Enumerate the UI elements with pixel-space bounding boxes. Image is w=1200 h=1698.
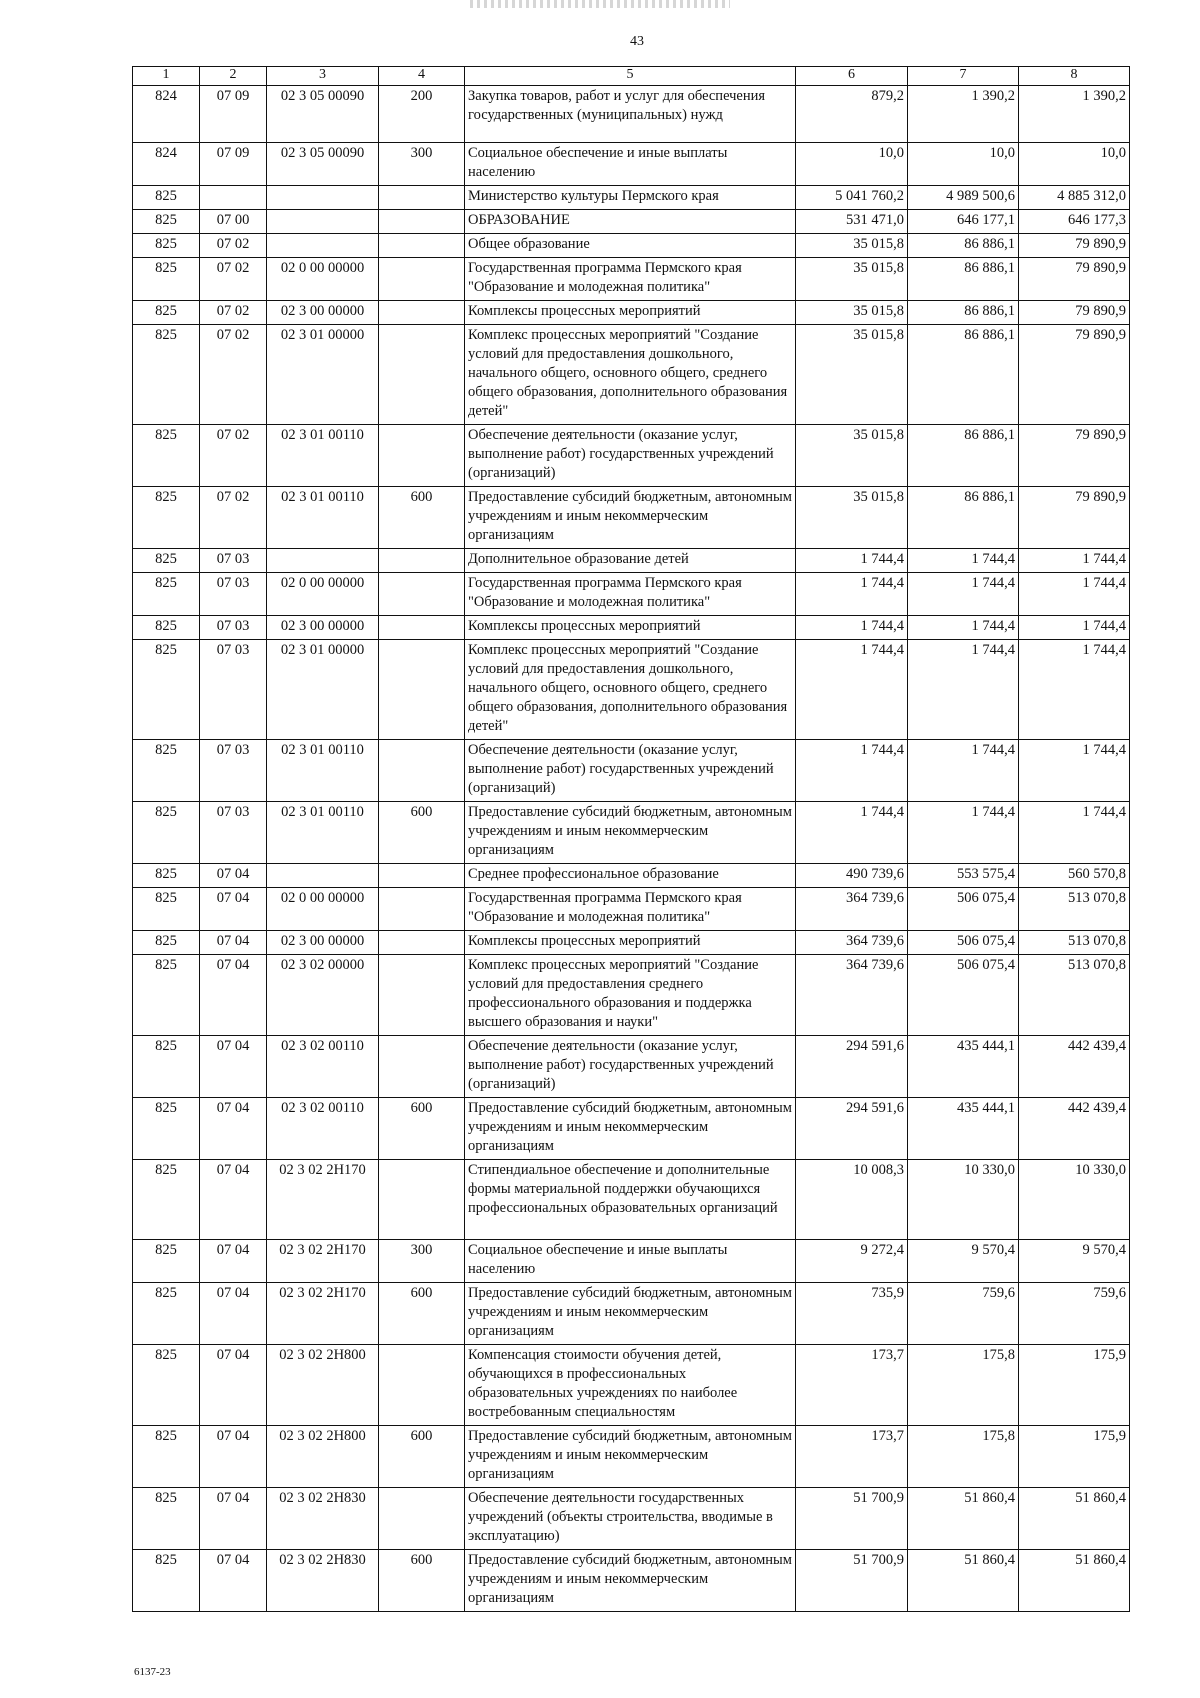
ministry-code-cell: 825 [133, 1426, 200, 1488]
ministry-code-cell: 825 [133, 425, 200, 487]
table-body [133, 86, 1130, 1612]
ministry-code-cell: 825 [133, 258, 200, 301]
section-code-cell: 07 04 [200, 1283, 267, 1345]
expense-type-cell [379, 1036, 465, 1098]
target-article-cell [267, 864, 379, 888]
amount-year3-cell: 1 744,4 [1019, 549, 1130, 573]
amount-year1-cell: 735,9 [796, 1283, 908, 1345]
ministry-code-cell: 825 [133, 186, 200, 210]
expense-type-cell [379, 573, 465, 616]
table-row [133, 1283, 1130, 1345]
amount-year3-cell: 759,6 [1019, 1283, 1130, 1345]
amount-year3-cell: 79 890,9 [1019, 258, 1130, 301]
amount-year2-cell: 435 444,1 [908, 1098, 1019, 1160]
section-code-cell: 07 02 [200, 301, 267, 325]
target-article-cell: 02 3 01 00110 [267, 740, 379, 802]
amount-year2-cell: 51 860,4 [908, 1488, 1019, 1550]
section-code-cell: 07 04 [200, 1488, 267, 1550]
item-name-cell: Министерство культуры Пермского края [465, 186, 796, 210]
section-code-cell: 07 03 [200, 549, 267, 573]
target-article-cell: 02 3 01 00110 [267, 425, 379, 487]
item-name-cell: Общее образование [465, 234, 796, 258]
section-code-cell: 07 04 [200, 931, 267, 955]
amount-year3-cell: 10,0 [1019, 143, 1130, 186]
item-name-cell: Предоставление субсидий бюджетным, автономным учреждениям и иным некоммерческим организациям [465, 1283, 796, 1345]
amount-year3-cell: 79 890,9 [1019, 301, 1130, 325]
expense-type-cell [379, 1160, 465, 1240]
amount-year1-cell: 35 015,8 [796, 487, 908, 549]
target-article-cell [267, 210, 379, 234]
amount-year3-cell: 79 890,9 [1019, 425, 1130, 487]
amount-year3-cell: 646 177,3 [1019, 210, 1130, 234]
table-row [133, 740, 1130, 802]
item-name-cell: Среднее профессиональное образование [465, 864, 796, 888]
expense-type-cell: 300 [379, 143, 465, 186]
ministry-code-cell: 825 [133, 210, 200, 234]
ministry-code-cell: 825 [133, 234, 200, 258]
amount-year1-cell: 35 015,8 [796, 425, 908, 487]
section-code-cell: 07 04 [200, 1345, 267, 1426]
amount-year3-cell: 1 744,4 [1019, 573, 1130, 616]
amount-year1-cell: 5 041 760,2 [796, 186, 908, 210]
amount-year2-cell: 86 886,1 [908, 425, 1019, 487]
target-article-cell: 02 3 02 00110 [267, 1036, 379, 1098]
amount-year3-cell: 79 890,9 [1019, 325, 1130, 425]
amount-year3-cell: 175,9 [1019, 1426, 1130, 1488]
item-name-cell: Комплекс процессных мероприятий "Создание условий для предоставления дошкольного, начального общего, основного общего, среднего общего образования, дополнительного образования детей" [465, 640, 796, 740]
section-code-cell: 07 04 [200, 1426, 267, 1488]
item-name-cell: Комплексы процессных мероприятий [465, 616, 796, 640]
amount-year2-cell: 435 444,1 [908, 1036, 1019, 1098]
section-code-cell: 07 04 [200, 888, 267, 931]
amount-year1-cell: 879,2 [796, 86, 908, 143]
ministry-code-cell: 825 [133, 888, 200, 931]
item-name-cell: ОБРАЗОВАНИЕ [465, 210, 796, 234]
amount-year2-cell: 86 886,1 [908, 487, 1019, 549]
target-article-cell: 02 3 02 2Н170 [267, 1283, 379, 1345]
header-cell: 2 [200, 67, 267, 86]
amount-year3-cell: 10 330,0 [1019, 1160, 1130, 1240]
amount-year1-cell: 35 015,8 [796, 301, 908, 325]
section-code-cell: 07 03 [200, 802, 267, 864]
amount-year1-cell: 173,7 [796, 1345, 908, 1426]
item-name-cell: Предоставление субсидий бюджетным, автономным учреждениям и иным некоммерческим организациям [465, 802, 796, 864]
expense-type-cell [379, 640, 465, 740]
ministry-code-cell: 825 [133, 325, 200, 425]
amount-year2-cell: 1 744,4 [908, 740, 1019, 802]
expense-type-cell [379, 210, 465, 234]
section-code-cell: 07 09 [200, 143, 267, 186]
expense-type-cell: 600 [379, 1098, 465, 1160]
section-code-cell: 07 04 [200, 864, 267, 888]
table-row [133, 234, 1130, 258]
item-name-cell: Предоставление субсидий бюджетным, автономным учреждениям и иным некоммерческим организациям [465, 487, 796, 549]
target-article-cell: 02 3 02 2Н800 [267, 1345, 379, 1426]
amount-year3-cell: 513 070,8 [1019, 888, 1130, 931]
expense-type-cell: 600 [379, 1426, 465, 1488]
target-article-cell: 02 3 00 00000 [267, 301, 379, 325]
amount-year1-cell: 173,7 [796, 1426, 908, 1488]
table-row [133, 549, 1130, 573]
amount-year1-cell: 51 700,9 [796, 1488, 908, 1550]
target-article-cell [267, 549, 379, 573]
ministry-code-cell: 825 [133, 1488, 200, 1550]
amount-year2-cell: 86 886,1 [908, 301, 1019, 325]
expense-type-cell [379, 864, 465, 888]
item-name-cell: Комплексы процессных мероприятий [465, 301, 796, 325]
amount-year2-cell: 1 744,4 [908, 549, 1019, 573]
item-name-cell: Закупка товаров, работ и услуг для обеспечения государственных (муниципальных) нужд [465, 86, 796, 143]
expense-type-cell [379, 1345, 465, 1426]
amount-year3-cell: 51 860,4 [1019, 1550, 1130, 1612]
table-row [133, 888, 1130, 931]
table-row [133, 86, 1130, 143]
amount-year3-cell: 442 439,4 [1019, 1036, 1130, 1098]
expense-type-cell [379, 234, 465, 258]
amount-year1-cell: 531 471,0 [796, 210, 908, 234]
ministry-code-cell: 825 [133, 301, 200, 325]
amount-year1-cell: 1 744,4 [796, 573, 908, 616]
amount-year2-cell: 86 886,1 [908, 234, 1019, 258]
target-article-cell: 02 3 01 00110 [267, 487, 379, 549]
table-row [133, 1426, 1130, 1488]
target-article-cell: 02 3 02 00000 [267, 955, 379, 1036]
table-row [133, 1488, 1130, 1550]
item-name-cell: Обеспечение деятельности (оказание услуг, выполнение работ) государственных учреждений (организаций) [465, 1036, 796, 1098]
item-name-cell: Социальное обеспечение и иные выплаты населению [465, 1240, 796, 1283]
item-name-cell: Комплексы процессных мероприятий [465, 931, 796, 955]
target-article-cell: 02 3 01 00000 [267, 640, 379, 740]
amount-year2-cell: 1 744,4 [908, 802, 1019, 864]
expense-type-cell [379, 325, 465, 425]
expense-type-cell [379, 955, 465, 1036]
section-code-cell: 07 03 [200, 616, 267, 640]
amount-year2-cell: 175,8 [908, 1426, 1019, 1488]
amount-year1-cell: 364 739,6 [796, 888, 908, 931]
ministry-code-cell: 825 [133, 931, 200, 955]
ministry-code-cell: 825 [133, 573, 200, 616]
target-article-cell: 02 3 00 00000 [267, 931, 379, 955]
table-row [133, 210, 1130, 234]
expense-type-cell [379, 616, 465, 640]
ministry-code-cell: 825 [133, 1036, 200, 1098]
amount-year2-cell: 10,0 [908, 143, 1019, 186]
header-cell: 6 [796, 67, 908, 86]
amount-year2-cell: 759,6 [908, 1283, 1019, 1345]
target-article-cell: 02 3 05 00090 [267, 143, 379, 186]
section-code-cell: 07 03 [200, 740, 267, 802]
section-code-cell: 07 03 [200, 640, 267, 740]
table-row [133, 325, 1130, 425]
amount-year2-cell: 506 075,4 [908, 955, 1019, 1036]
target-article-cell: 02 0 00 00000 [267, 888, 379, 931]
expense-type-cell [379, 549, 465, 573]
target-article-cell: 02 0 00 00000 [267, 573, 379, 616]
target-article-cell: 02 3 02 2Н170 [267, 1160, 379, 1240]
table-row [133, 931, 1130, 955]
target-article-cell: 02 0 00 00000 [267, 258, 379, 301]
expense-type-cell [379, 1488, 465, 1550]
item-name-cell: Предоставление субсидий бюджетным, автономным учреждениям и иным некоммерческим организациям [465, 1426, 796, 1488]
section-code-cell: 07 02 [200, 325, 267, 425]
ministry-code-cell: 825 [133, 640, 200, 740]
amount-year2-cell: 86 886,1 [908, 325, 1019, 425]
ministry-code-cell: 824 [133, 143, 200, 186]
target-article-cell: 02 3 02 2Н170 [267, 1240, 379, 1283]
table-row [133, 425, 1130, 487]
amount-year1-cell: 294 591,6 [796, 1098, 908, 1160]
amount-year2-cell: 1 744,4 [908, 573, 1019, 616]
target-article-cell: 02 3 01 00000 [267, 325, 379, 425]
item-name-cell: Предоставление субсидий бюджетным, автономным учреждениям и иным некоммерческим организациям [465, 1098, 796, 1160]
amount-year1-cell: 9 272,4 [796, 1240, 908, 1283]
ministry-code-cell: 825 [133, 740, 200, 802]
amount-year3-cell: 79 890,9 [1019, 234, 1130, 258]
ministry-code-cell: 825 [133, 616, 200, 640]
table-row [133, 487, 1130, 549]
amount-year3-cell: 1 744,4 [1019, 640, 1130, 740]
table-row [133, 573, 1130, 616]
table-row [133, 301, 1130, 325]
table-row [133, 1160, 1130, 1240]
amount-year2-cell: 51 860,4 [908, 1550, 1019, 1612]
amount-year2-cell: 4 989 500,6 [908, 186, 1019, 210]
ministry-code-cell: 825 [133, 487, 200, 549]
expense-type-cell [379, 301, 465, 325]
amount-year3-cell: 513 070,8 [1019, 931, 1130, 955]
section-code-cell: 07 03 [200, 573, 267, 616]
amount-year3-cell: 513 070,8 [1019, 955, 1130, 1036]
table-row [133, 186, 1130, 210]
target-article-cell: 02 3 00 00000 [267, 616, 379, 640]
ministry-code-cell: 825 [133, 1160, 200, 1240]
table-row [133, 1550, 1130, 1612]
target-article-cell: 02 3 02 2Н800 [267, 1426, 379, 1488]
ministry-code-cell: 825 [133, 549, 200, 573]
section-code-cell: 07 02 [200, 487, 267, 549]
table-row [133, 1345, 1130, 1426]
amount-year2-cell: 646 177,1 [908, 210, 1019, 234]
expense-type-cell [379, 931, 465, 955]
ministry-code-cell: 825 [133, 1098, 200, 1160]
target-article-cell: 02 3 02 2Н830 [267, 1550, 379, 1612]
target-article-cell: 02 3 02 2Н830 [267, 1488, 379, 1550]
section-code-cell: 07 02 [200, 258, 267, 301]
section-code-cell: 07 04 [200, 1098, 267, 1160]
item-name-cell: Предоставление субсидий бюджетным, автономным учреждениям и иным некоммерческим организациям [465, 1550, 796, 1612]
expense-type-cell: 600 [379, 487, 465, 549]
amount-year1-cell: 10,0 [796, 143, 908, 186]
scan-artifact [470, 0, 730, 8]
amount-year2-cell: 506 075,4 [908, 888, 1019, 931]
expense-type-cell [379, 425, 465, 487]
amount-year3-cell: 4 885 312,0 [1019, 186, 1130, 210]
amount-year3-cell: 560 570,8 [1019, 864, 1130, 888]
header-cell: 3 [267, 67, 379, 86]
item-name-cell: Комплекс процессных мероприятий "Создание условий для предоставления среднего профессионального образования и поддержка высшего образования и науки" [465, 955, 796, 1036]
amount-year3-cell: 1 744,4 [1019, 802, 1130, 864]
table-row [133, 864, 1130, 888]
header-cell: 1 [133, 67, 200, 86]
expense-type-cell [379, 740, 465, 802]
amount-year2-cell: 1 744,4 [908, 616, 1019, 640]
ministry-code-cell: 825 [133, 1550, 200, 1612]
expense-type-cell: 600 [379, 802, 465, 864]
ministry-code-cell: 825 [133, 864, 200, 888]
expense-type-cell: 300 [379, 1240, 465, 1283]
amount-year3-cell: 79 890,9 [1019, 487, 1130, 549]
amount-year1-cell: 1 744,4 [796, 640, 908, 740]
item-name-cell: Комплекс процессных мероприятий "Создание условий для предоставления дошкольного, начального общего, основного общего, среднего общего образования, дополнительного образования детей" [465, 325, 796, 425]
item-name-cell: Государственная программа Пермского края "Образование и молодежная политика" [465, 888, 796, 931]
table-row [133, 955, 1130, 1036]
section-code-cell: 07 09 [200, 86, 267, 143]
amount-year1-cell: 1 744,4 [796, 740, 908, 802]
target-article-cell: 02 3 01 00110 [267, 802, 379, 864]
ministry-code-cell: 825 [133, 1283, 200, 1345]
footer-code: 6137-23 [134, 1666, 171, 1678]
section-code-cell [200, 186, 267, 210]
ministry-code-cell: 824 [133, 86, 200, 143]
table-row [133, 1036, 1130, 1098]
amount-year1-cell: 35 015,8 [796, 258, 908, 301]
page-number: 43 [630, 34, 644, 49]
amount-year2-cell: 175,8 [908, 1345, 1019, 1426]
amount-year2-cell: 506 075,4 [908, 931, 1019, 955]
amount-year1-cell: 1 744,4 [796, 616, 908, 640]
amount-year1-cell: 51 700,9 [796, 1550, 908, 1612]
amount-year1-cell: 35 015,8 [796, 325, 908, 425]
amount-year3-cell: 1 390,2 [1019, 86, 1130, 143]
expense-type-cell [379, 258, 465, 301]
ministry-code-cell: 825 [133, 1345, 200, 1426]
header-cell: 5 [465, 67, 796, 86]
amount-year2-cell: 10 330,0 [908, 1160, 1019, 1240]
ministry-code-cell: 825 [133, 955, 200, 1036]
amount-year2-cell: 86 886,1 [908, 258, 1019, 301]
target-article-cell [267, 234, 379, 258]
amount-year2-cell: 9 570,4 [908, 1240, 1019, 1283]
item-name-cell: Компенсация стоимости обучения детей, обучающихся в профессиональных образовательных учреждениях по наиболее востребованным специальностям [465, 1345, 796, 1426]
item-name-cell: Социальное обеспечение и иные выплаты населению [465, 143, 796, 186]
section-code-cell: 07 04 [200, 1036, 267, 1098]
header-cell: 4 [379, 67, 465, 86]
amount-year2-cell: 1 744,4 [908, 640, 1019, 740]
table-row [133, 802, 1130, 864]
header-row [133, 67, 1130, 86]
amount-year1-cell: 490 739,6 [796, 864, 908, 888]
ministry-code-cell: 825 [133, 802, 200, 864]
section-code-cell: 07 04 [200, 1240, 267, 1283]
amount-year2-cell: 1 390,2 [908, 86, 1019, 143]
amount-year3-cell: 9 570,4 [1019, 1240, 1130, 1283]
item-name-cell: Обеспечение деятельности государственных учреждений (объекты строительства, вводимые в эксплуатацию) [465, 1488, 796, 1550]
section-code-cell: 07 04 [200, 1550, 267, 1612]
section-code-cell: 07 00 [200, 210, 267, 234]
target-article-cell [267, 186, 379, 210]
amount-year3-cell: 442 439,4 [1019, 1098, 1130, 1160]
amount-year3-cell: 1 744,4 [1019, 740, 1130, 802]
section-code-cell: 07 02 [200, 425, 267, 487]
amount-year1-cell: 1 744,4 [796, 549, 908, 573]
expense-type-cell [379, 186, 465, 210]
expense-type-cell: 200 [379, 86, 465, 143]
amount-year2-cell: 553 575,4 [908, 864, 1019, 888]
target-article-cell: 02 3 05 00090 [267, 86, 379, 143]
amount-year3-cell: 175,9 [1019, 1345, 1130, 1426]
target-article-cell: 02 3 02 00110 [267, 1098, 379, 1160]
expense-type-cell [379, 888, 465, 931]
expense-type-cell: 600 [379, 1550, 465, 1612]
item-name-cell: Обеспечение деятельности (оказание услуг, выполнение работ) государственных учреждений (организаций) [465, 740, 796, 802]
table-row [133, 1240, 1130, 1283]
amount-year1-cell: 10 008,3 [796, 1160, 908, 1240]
item-name-cell: Дополнительное образование детей [465, 549, 796, 573]
amount-year3-cell: 1 744,4 [1019, 616, 1130, 640]
amount-year1-cell: 364 739,6 [796, 955, 908, 1036]
ministry-code-cell: 825 [133, 1240, 200, 1283]
section-code-cell: 07 04 [200, 1160, 267, 1240]
amount-year1-cell: 294 591,6 [796, 1036, 908, 1098]
section-code-cell: 07 02 [200, 234, 267, 258]
table-row [133, 1098, 1130, 1160]
table-row [133, 258, 1130, 301]
amount-year1-cell: 1 744,4 [796, 802, 908, 864]
item-name-cell: Обеспечение деятельности (оказание услуг, выполнение работ) государственных учреждений (организаций) [465, 425, 796, 487]
amount-year1-cell: 364 739,6 [796, 931, 908, 955]
table-row [133, 640, 1130, 740]
item-name-cell: Стипендиальное обеспечение и дополнительные формы материальной поддержки обучающихся профессиональных образовательных организаций [465, 1160, 796, 1240]
expense-type-cell: 600 [379, 1283, 465, 1345]
header-cell: 8 [1019, 67, 1130, 86]
item-name-cell: Государственная программа Пермского края "Образование и молодежная политика" [465, 573, 796, 616]
budget-table [132, 66, 1130, 1612]
amount-year3-cell: 51 860,4 [1019, 1488, 1130, 1550]
header-cell: 7 [908, 67, 1019, 86]
section-code-cell: 07 04 [200, 955, 267, 1036]
table-row [133, 616, 1130, 640]
table-row [133, 143, 1130, 186]
amount-year1-cell: 35 015,8 [796, 234, 908, 258]
item-name-cell: Государственная программа Пермского края "Образование и молодежная политика" [465, 258, 796, 301]
